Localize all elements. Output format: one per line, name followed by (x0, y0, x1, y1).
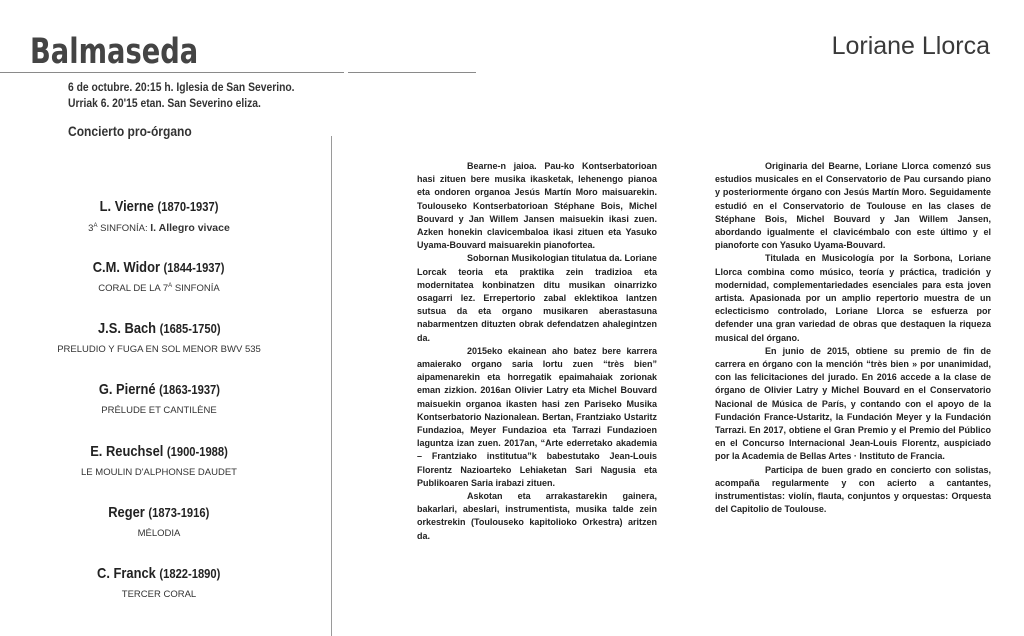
program-title: Concierto pro-órgano (68, 123, 192, 139)
biography-spanish (715, 160, 991, 516)
program-item (0, 198, 318, 234)
composer-name: E. Reuchsel (90, 443, 167, 460)
program-item (0, 381, 318, 416)
program-item (0, 504, 318, 539)
header-rule-gap (344, 70, 348, 74)
program-item (0, 259, 318, 294)
composer (100, 198, 219, 215)
composer (98, 381, 219, 398)
composer (108, 504, 209, 521)
piece-title: MÉLODIA (137, 528, 181, 539)
bio-paragraph: Originaria del Bearne, Loriane Llorca comenzó sus estudios musicales en el Conservatorio de Pau cursando piano y posteriormente órgano con Jesús Martín Moro. Seguidamente estudió en el Conservatorio de Toulouse en las clases de Stéphane Bois, Michel Bouvard y Jan Willem Jansen, abordando igualmente el clavicémbalo con este último y el pianoforte con Yasuko Uyama-Bouvard. (715, 161, 991, 251)
composer-name: L. Vierne (99, 198, 158, 215)
composer-name: J.S. Bach (97, 320, 160, 337)
composer (97, 565, 220, 582)
venue-line-eu: Urriak 6. 20'15 etan. San Severino eliza. (68, 96, 261, 110)
piece-title: $3^A$ SINFONÍA: I. Allegro vivace (88, 222, 230, 234)
composer-years: (1863-1937) (158, 382, 220, 397)
artist-name: Loriane Llorca (831, 32, 990, 60)
bio-paragraph: Bearne-n jaioa. Pau-ko Kontserbatorioan hasi zituen bere musika ikasketak, lehenengo pianoa eta ondoren organoa Jesús Martín Moro maisuarekin. Toulouseko Kontserbatorioan Stéphane Bois, Michel Bouvard y Jan Willem Jansen maisuekin ikasi zuen. Azken honekin clavicembaloa ikasi zituen eta Yasuko Uyama-Bouvard maisuarekin pianofortea. (417, 161, 657, 251)
composer-years: (1873-1916) (148, 505, 210, 520)
composer-name: C. Franck (97, 565, 160, 582)
biography-basque (417, 160, 657, 543)
composer (93, 259, 225, 276)
program-item (0, 443, 318, 478)
composer-name: G. Pierné (98, 381, 159, 398)
program-item (0, 320, 318, 355)
bio-paragraph: Participa de buen grado en concierto con solistas, acompaña regularmente y con acierto a cantantes, instrumentistas: violín, flauta, conjuntos y orquestas: Orquesta del Capitolio de Toulouse. (715, 464, 991, 515)
composer-years: (1822-1890) (159, 566, 221, 581)
header-rule (0, 72, 476, 73)
composer-years: (1685-1750) (159, 321, 221, 336)
composer-years: (1844-1937) (163, 260, 225, 275)
bio-paragraph: Sobornan Musikologian titulatua da. Loriane Lorcak teoria eta praktika zein tradizioa eta modernitatea konbinatzen ditu musikan oinarrizko osagarri lez. Errepertorio zabal eklektikoa lantzen sutsua da eta organo musikaren aberastasuna nabarmentzen dituzten obrak defendatzen ahalegintzen da. (417, 253, 658, 343)
piece-title: CORAL DE LA $7^A$ SINFONÍA (98, 283, 220, 295)
piece-title: PRELUDIO Y FUGA EN SOL MENOR BWV 535 (57, 344, 261, 355)
column-divider (331, 136, 332, 636)
piece-title: TERCER CORAL (121, 589, 197, 600)
composer-years: (1870-1937) (157, 199, 219, 214)
page-title: Balmaseda (30, 32, 199, 72)
piece-title: LE MOULIN D'ALPHONSE DAUDET (81, 467, 237, 478)
bio-paragraph: 2015eko ekainean aho batez bere karrera amaierako organo saria lortu zuen “très bien” aipamenarekin eta horregatik epaimahaiak zorionak eman zizkion. 2016an Olivier Latry eta Michel Bouvard maisuekin organoa ikasten hasi zen Pariseko Musika Kontserbatorio Nazionalean. Bertan, Frantziako Ustaritz Fundazioa, Meyer Fundazioa eta Tarrazi Fundazioen laguntza izan zuen. 2017an, “Arte ederretako akademia – Frantziako institutua”k babestutako Jean-Louis Florentz Nazioarteko Lehiaketan Sari Nagusia eta Publikoaren Saria irabazi zituen. (417, 345, 657, 488)
composer-name: Reger (108, 504, 149, 521)
bio-paragraph: Askotan eta arrakastarekin gainera, bakarlari, abeslari, instrumentista, musika talde zein orkestrekin (Toulouseko kapitolioko Orkestra) aritzen da. (417, 491, 657, 541)
composer (98, 320, 221, 337)
composer-years: (1900-1988) (166, 444, 228, 459)
composer-name: C.M. Widor (93, 259, 164, 276)
bio-paragraph: Titulada en Musicología por la Sorbona, Loriane Llorca combina como músico, teoría y práctica, tradición y modernidad, complementariedades esenciales para esta joven artista. Apasionada por un amplio repertorio muestra de un eclecticismo controlado, Loriane Llorca se esfuerza por defender una gran variedad de obras que destaquen la riqueza musical del órgano. (715, 253, 991, 343)
bio-paragraph: En junio de 2015, obtiene su premio de fin de carrera en órgano con la mención “très bien » por unanimidad, con las felicitaciones del jurado. En 2016 accede a la clase de órgano de Olivier Latry y Michel Bouvard en el Conservatorio Nacional de Música de París, y contando con el apoyo de la Fundación France-Ustaritz, la Fundación Meyer y la Fundación Tarrazi. En 2017, obtiene el Gran Premio y el Premio del Público en el Concurso Internacional Jean-Louis Florentz, auspiciado por la Academia de Bellas Artes · Instituto de Francia. (715, 345, 991, 462)
venue-line-es: 6 de octubre. 20:15 h. Iglesia de San Severino. (68, 80, 295, 94)
composer (90, 443, 228, 460)
piece-title: PRÉLUDE ET CANTILÈNE (101, 405, 217, 416)
program-item (0, 565, 318, 600)
